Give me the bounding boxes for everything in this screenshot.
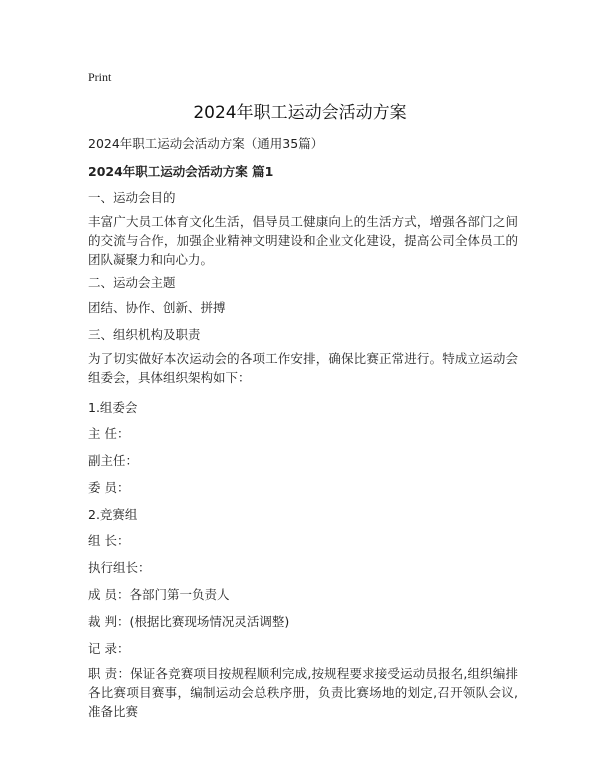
- section-heading: 2024年职工运动会活动方案 篇1: [88, 164, 274, 179]
- paragraph-duties: 职 责：保证各竞赛项目按规程顺利完成,按规程要求接受运动员报名,组织编排各比赛项目赛事，编制运动会总秩序册，负责比赛场地的划定,召开领队会议,准备比赛: [88, 666, 518, 719]
- members-line: 成 员：各部门第一负责人: [88, 587, 230, 602]
- paragraph-theme: 团结、协作、创新、拼搏: [88, 300, 226, 315]
- page-title: 2024年职工运动会活动方案: [193, 103, 407, 123]
- director-line: 主 任：: [88, 426, 130, 441]
- recorder-line: 记 录：: [88, 641, 130, 656]
- member-line: 委 员：: [88, 480, 130, 495]
- document-subtitle: 2024年职工运动会活动方案（通用35篇）: [88, 136, 324, 151]
- print-label[interactable]: Print: [88, 70, 112, 84]
- group-leader-line: 组 长：: [88, 533, 130, 548]
- paragraph-organization: 为了切实做好本次运动会的各项工作安排，确保比赛正常进行。特成立运动会组委会，具体组织架构如下：: [88, 351, 518, 385]
- referee-line: 裁 判：(根据比赛现场情况灵活调整): [88, 614, 290, 629]
- competition-heading: 2.竞赛组: [88, 507, 138, 522]
- heading-purpose: 一、运动会目的: [88, 190, 176, 205]
- committee-heading: 1.组委会: [88, 400, 138, 415]
- exec-leader-line: 执行组长：: [88, 560, 151, 575]
- deputy-director-line: 副主任：: [88, 453, 139, 468]
- paragraph-purpose: 丰富广大员工体育文化生活，倡导员工健康向上的生活方式，增强各部门之间的交流与合作，加强企业精神文明建设和企业文化建设，提高公司全体员工的团队凝聚力和向心力。: [88, 214, 518, 267]
- heading-organization: 三、组织机构及职责: [88, 327, 201, 342]
- heading-theme: 二、运动会主题: [88, 275, 176, 290]
